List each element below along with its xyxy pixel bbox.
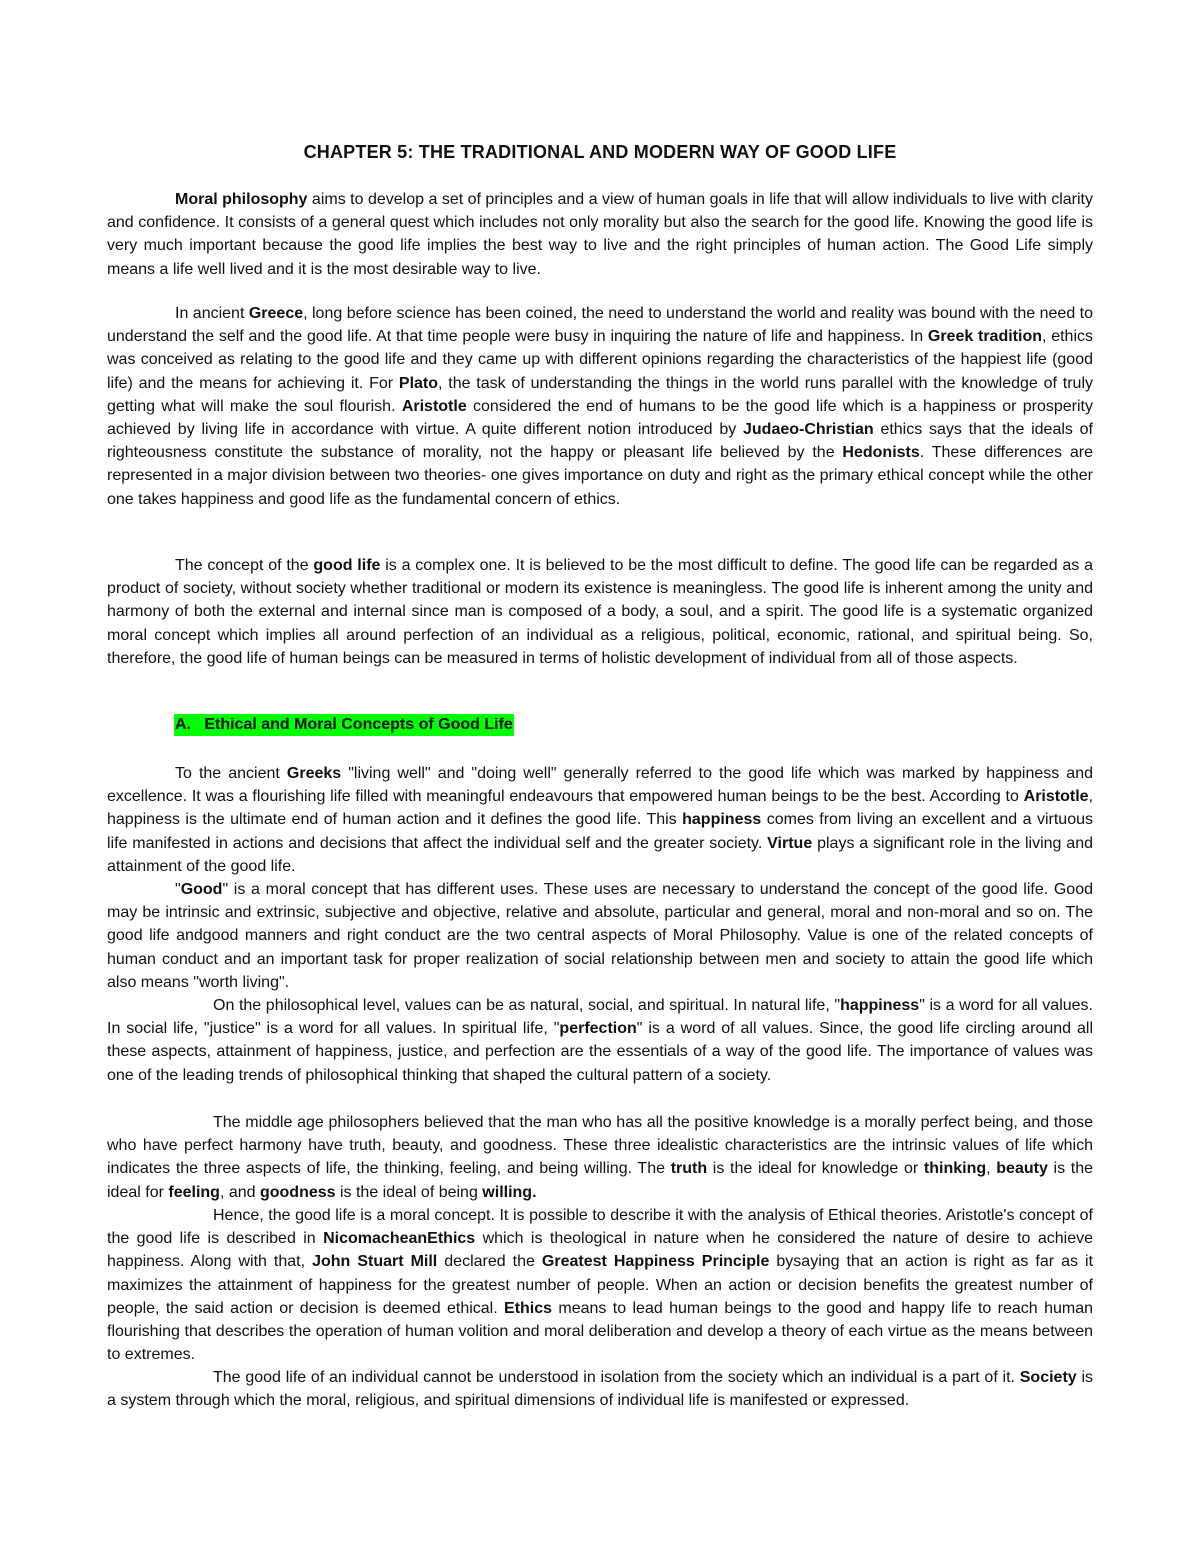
bold-term: beauty <box>996 1160 1048 1178</box>
paragraph-ancient-greece: In ancient Greece, long before science has been coined, the need to understand the world and reality was bound with the need to understand the self and the good life. At that time people were busy in inquiring the nature of life and happiness. In Greek tradition, ethics was conceived as relating to the good life and they came up with different opinions regarding the characteristics of the happiest life (good life) and the means for achieving it. For Plato, the task of understanding the things in the world runs parallel with the knowledge of truly getting what will make the soul flourish. Aristotle considered the end of humans to be the good life which is a happiness or prosperity achieved by living life in accordance with virtue. A quite different notion introduced by Judaeo-Christian ethics says that the ideals of righteousness constitute the substance of morality, not the happy or pleasant life believed by the Hedonists. These differences are represented in a major division between two theories- one gives importance on duty and right as the primary ethical concept while the other one takes happiness and good life as the fundamental concern of ethics. <box>107 305 1094 508</box>
bold-term: happiness <box>840 997 920 1014</box>
paragraph-philosophical-level: On the philosophical level, values can be as natural, social, and spiritual. In natural life, "happiness" is a word for all values. In social life, "justice" is a word for all values. In spiritual life, "perfection" is a word of all values. Since, the good life circling around all these aspects, attainment of happiness, justice, and perfection are the essentials of a way of the good life. The importance of values was one of the leading trends of philosophical thinking that shaped the cultural pattern of a society. <box>107 997 1094 1084</box>
bold-term: Aristotle <box>401 397 467 415</box>
bold-term: Good <box>180 881 223 898</box>
bold-term: good life <box>313 557 381 574</box>
paragraph-middle-age: The middle age philosophers believed that the man who has all the positive knowledge is a morally perfect being, and those who have perfect harmony have truth, beauty, and goodness. These three idealistic characteristics are the intrinsic values of life which indicates the three aspects of life, the thinking, feeling, and being willing. The truth is the ideal for knowledge or thinking, beauty is the ideal for feeling, and goodness is the ideal of being willing. <box>107 1114 1094 1201</box>
paragraph-moral-philosophy: Moral philosophy aims to develop a set of principles and a view of human goals in life that will allow individuals to live with clarity and confidence. It consists of a general quest which includes not only morality but also the search for the good life. Knowing the good life is very much important because the good life implies the best way to live and the right principles of human action. The Good Life simply means a life well lived and it is the most desirable way to live. <box>107 191 1093 278</box>
bold-term: perfection <box>559 1020 637 1038</box>
bold-term: Greeks <box>286 765 342 782</box>
bold-term: happiness <box>682 811 762 829</box>
chapter-title: CHAPTER 5: THE TRADITIONAL AND MODERN WAY OF GOOD LIFE <box>303 142 897 162</box>
paragraph-good-concept: "Good" is a moral concept that has different uses. These uses are necessary to understand the concept of the good life. Good may be intrinsic and extrinsic, subjective and objective, relative and absolute, particular and general, moral and non-moral and so on. The good life andgood manners and right conduct are the two central aspects of Moral Philosophy. Value is one of the related concepts of human conduct and an important task for proper realization of social relationship between men and society to attain the good life which also means "worth living". <box>107 881 1093 991</box>
bold-term: feeling <box>168 1183 220 1201</box>
bold-term: Judaeo-Christian <box>743 421 874 439</box>
bold-term: Society <box>1019 1369 1077 1386</box>
bold-term: NicomacheanEthics <box>323 1230 476 1248</box>
paragraph-hence: Hence, the good life is a moral concept. It is possible to describe it with the analysis of Ethical theories. Aristotle's concept of the good life is described in NicomacheanEthics which is theological in nature when he considered the nature of desire to achieve happiness. Along with that, John Stuart Mill declared the Greatest Happiness Principle bysaying that an action is right as far as it maximizes the attainment of happiness for the greatest number of people. When an action or decision benefits the greatest number of people, the said action or decision is deemed ethical. Ethics means to lead human beings to the good and happy life to reach human flourishing that describes the operation of human volition and moral deliberation and develop a theory of each virtue as the means between to extremes. <box>107 1207 1094 1364</box>
bold-term: thinking <box>923 1160 987 1178</box>
bold-term: Greece <box>248 305 304 322</box>
paragraph-society: The good life of an individual cannot be understood in isolation from the society which an individual is a part of it. Society is a system through which the moral, religious, and spiritual dimensions of individual life is manifested or expressed. <box>107 1369 1093 1410</box>
bold-term: willing. <box>482 1183 537 1201</box>
bold-term: Ethics <box>504 1299 553 1317</box>
bold-term: Greatest Happiness Principle <box>541 1253 770 1271</box>
bold-term: Aristotle <box>1023 788 1089 806</box>
bold-term: Virtue <box>767 834 813 852</box>
section-heading-highlighted: A. Ethical and Moral Concepts of Good Life <box>174 714 514 736</box>
bold-term: truth <box>670 1160 708 1178</box>
bold-term: Hedonists <box>842 444 920 462</box>
paragraph-concept-good-life: The concept of the good life is a complex one. It is believed to be the most difficult to define. The good life can be regarded as a product of society, without society whether traditional or modern its existence is meaningless. The good life is inherent among the unity and harmony of both the external and internal since man is composed of a body, a soul, and a spirit. The good life is a systematic organized moral concept which implies all around perfection of an individual as a religious, political, economic, rational, and spiritual being. So, therefore, the good life of human beings can be measured in terms of holistic development of individual from all of those aspects. <box>107 557 1093 667</box>
bold-term: Moral philosophy <box>175 191 308 208</box>
bold-term: John Stuart Mill <box>312 1253 438 1271</box>
bold-term: goodness <box>259 1183 336 1201</box>
bold-term: Greek tradition <box>927 328 1042 346</box>
bold-term: Plato <box>398 374 439 392</box>
paragraph-ancient-greeks: To the ancient Greeks "living well" and "doing well" generally referred to the good life which was marked by happiness and excellence. It was a flourishing life filled with meaningful endeavours that empowered human beings to be the best. According to Aristotle, happiness is the ultimate end of human action and it defines the good life. This happiness comes from living an excellent and a virtuous life manifested in actions and decisions that affect the individual self and the greater society. Virtue plays a significant role in the living and attainment of the good life. <box>107 765 1094 875</box>
